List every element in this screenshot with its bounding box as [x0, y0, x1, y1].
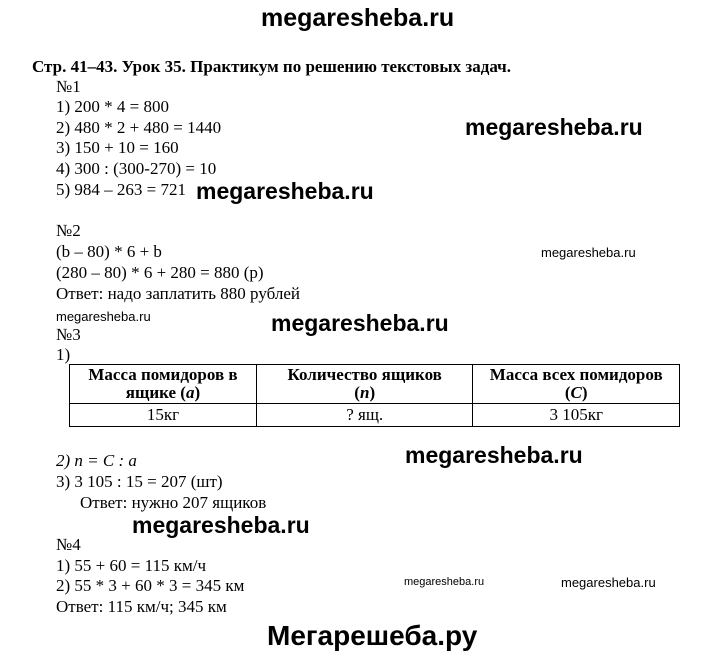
task2-line-1: (b – 80) * 6 + b — [56, 242, 162, 261]
watermark: megaresheba.ru — [271, 310, 449, 336]
table-header-row — [70, 365, 680, 404]
site-footer-logo: Мегарешеба.ру — [267, 620, 478, 651]
watermark: megaresheba.ru — [541, 245, 636, 260]
task4-label: №4 — [56, 535, 81, 554]
table-cell: ? ящ. — [256, 404, 472, 427]
task1-line-2: 2) 480 * 2 + 480 = 1440 — [56, 118, 222, 137]
task3-table — [69, 364, 680, 427]
task3-step3: 3) 3 105 : 15 = 207 (шт) — [56, 472, 223, 491]
watermark: megaresheba.ru — [561, 575, 656, 590]
task3-label: №3 — [56, 325, 81, 344]
task3-step2: 2) n = C : a — [56, 451, 137, 470]
task1-line-3: 3) 150 + 10 = 160 — [56, 138, 179, 157]
task3-step1: 1) — [56, 345, 71, 364]
task2-label: №2 — [56, 221, 81, 240]
table-cell: 3 105кг — [473, 404, 680, 427]
table-header-cell: Масса всех помидоров (C) — [473, 365, 680, 404]
page-heading: Стр. 41–43. Урок 35. Практикум по решению текстовых задач. — [32, 57, 512, 76]
table-row — [70, 404, 680, 427]
task1-line-1: 1) 200 * 4 = 800 — [56, 97, 169, 116]
table-header-cell: Масса помидоров в ящике (a) — [70, 365, 257, 404]
watermark: megaresheba.ru — [405, 442, 583, 468]
task4-line-1: 1) 55 + 60 = 115 км/ч — [56, 556, 206, 575]
watermark: megaresheba.ru — [196, 178, 374, 204]
watermark: megaresheba.ru — [404, 576, 485, 588]
task2-line-3: Ответ: надо заплатить 880 рублей — [56, 284, 300, 303]
task3-answer: Ответ: нужно 207 ящиков — [80, 493, 267, 512]
table-cell: 15кг — [70, 404, 257, 427]
task4-line-3: Ответ: 115 км/ч; 345 км — [56, 597, 227, 616]
table-header-cell: Количество ящиков (n) — [256, 365, 472, 404]
site-watermark-top: megaresheba.ru — [261, 4, 455, 32]
watermark: megaresheba.ru — [465, 114, 643, 140]
watermark: megaresheba.ru — [56, 309, 151, 324]
task1-line-4: 4) 300 : (300-270) = 10 — [56, 159, 217, 178]
task4-line-2: 2) 55 * 3 + 60 * 3 = 345 км — [56, 576, 245, 595]
task2-line-2: (280 – 80) * 6 + 280 = 880 (р) — [56, 263, 264, 282]
watermark: megaresheba.ru — [132, 512, 310, 538]
task1-line-5: 5) 984 – 263 = 721 — [56, 180, 186, 199]
task1-label: №1 — [56, 77, 81, 96]
